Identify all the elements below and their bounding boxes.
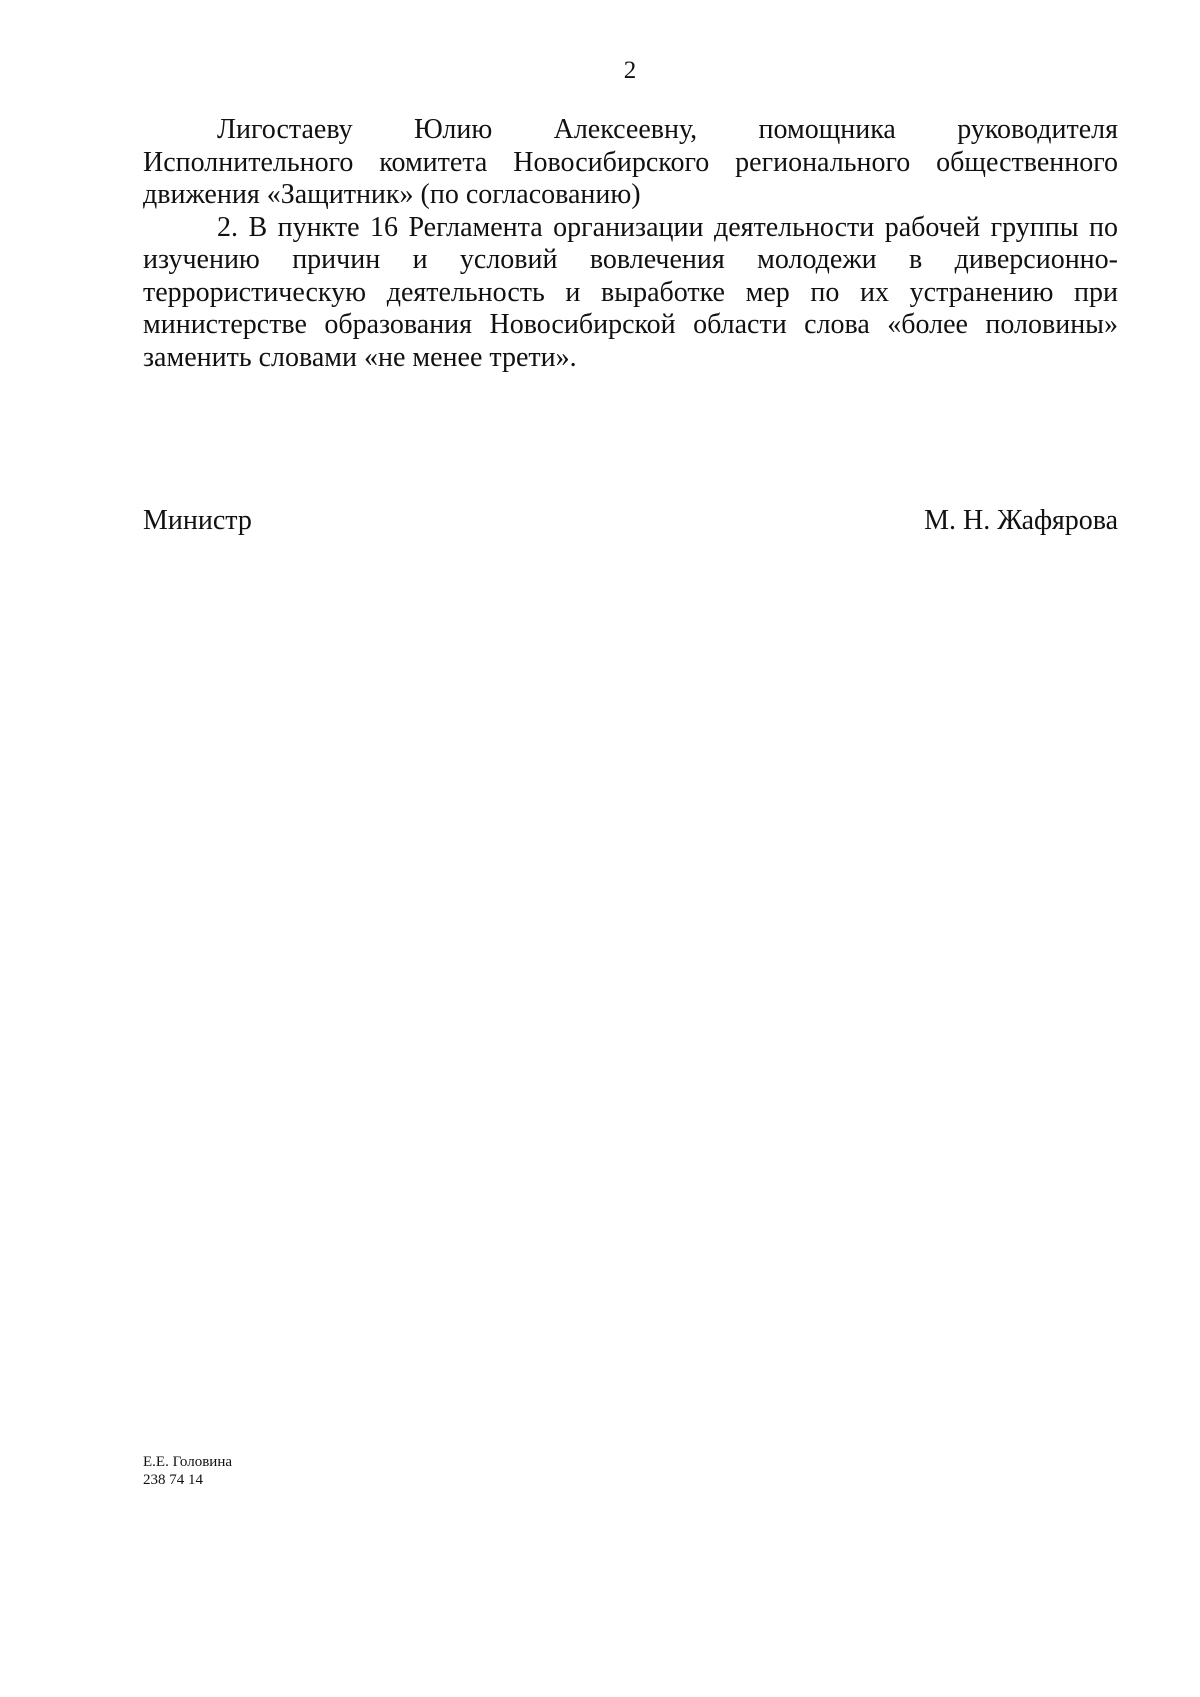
executor-name: Е.Е. Головина xyxy=(143,1454,233,1470)
executor-note xyxy=(143,1453,232,1489)
page-number: 2 xyxy=(623,57,637,84)
executor-phone: 238 74 14 xyxy=(143,1472,203,1488)
paragraph-line: Лигостаеву Юлию Алексеевну, помощника руководителя xyxy=(217,114,1118,145)
signatory-position: Министр xyxy=(143,505,252,536)
paragraph-appointment xyxy=(143,114,1118,147)
signatory-name: М. Н. Жафярова xyxy=(924,505,1118,536)
signature-block xyxy=(143,505,1118,537)
paragraph-line: Исполнительного комитета Новосибирского регионального общественного xyxy=(143,146,1118,178)
paragraph-line: движения «Защитник» (по согласованию) xyxy=(143,179,641,210)
paragraph-appointment-continued xyxy=(143,147,1118,212)
paragraph-amendment: 2. В пункте 16 Регламента организации деятельности рабочей группы по изучению причин и условий вовлечения молодежи в диверсионно-террористическую деятельность и выработке мер по их устранению при министерстве образования Новосибирской области слова «более половины» заменить словами «не менее трети». xyxy=(143,211,1118,373)
document-body xyxy=(143,114,1118,374)
